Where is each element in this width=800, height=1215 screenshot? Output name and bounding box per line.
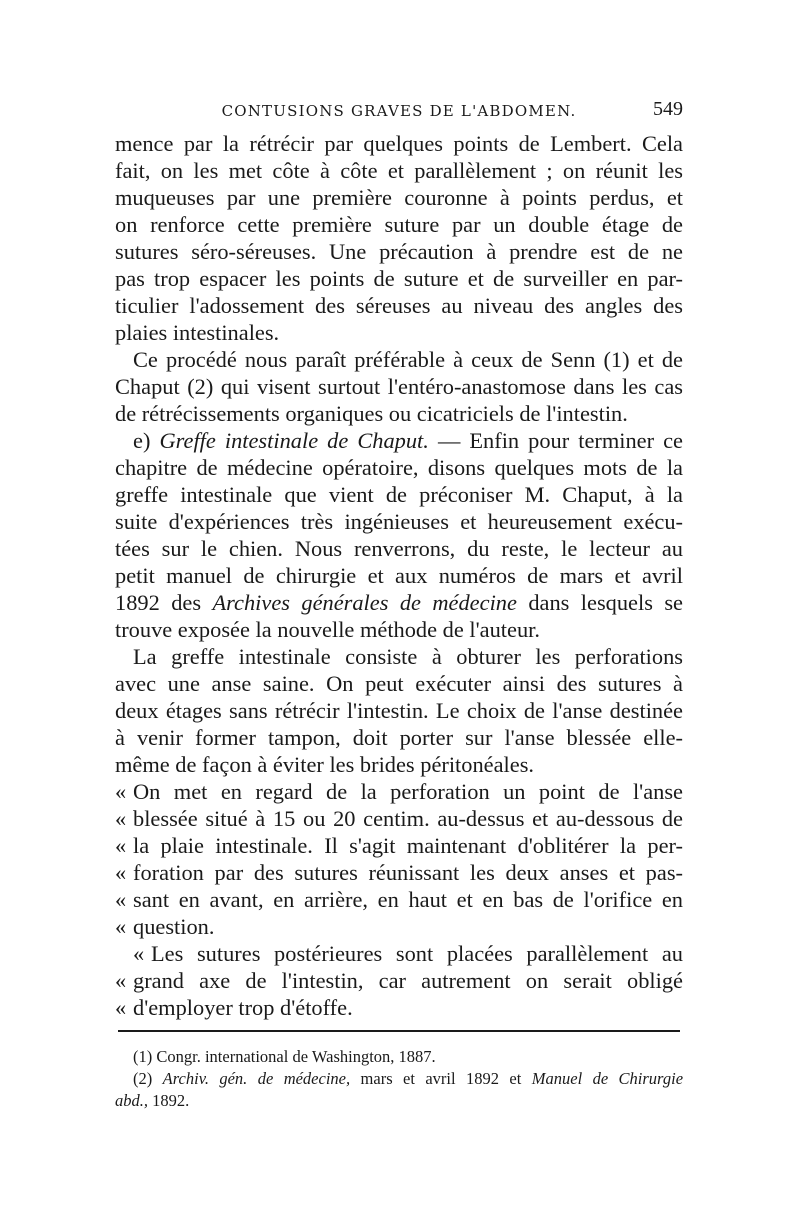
text-line: Chaput (2) qui visent surtout l'entéro-anastomose dans les cas <box>115 374 683 399</box>
text-line: ticulier l'adossement des séreuses au niveau des angles des <box>115 293 683 318</box>
quote-mark: « <box>115 833 127 858</box>
citation-line <box>115 589 683 616</box>
quote-text: grand axe de l'intestin, car autrement on serait obligé <box>133 968 683 993</box>
footnote-2-number: (2) <box>133 1069 153 1088</box>
text-line: mence par la rétrécir par quelques points de Lembert. Cela <box>115 131 683 156</box>
page-number: 549 <box>653 98 683 120</box>
section-label: e) <box>133 428 151 453</box>
page-header <box>115 98 683 126</box>
section-continuation: — Enfin pour terminer ce <box>437 428 683 453</box>
quote-text: foration par des sutures réunissant les deux anses et pas- <box>133 860 683 885</box>
footnote-2-year: 1892. <box>152 1091 190 1110</box>
text-line: fait, on les met côte à côte et parallèlement ; on réunit les <box>115 158 683 183</box>
citation-year: 1892 des <box>115 590 202 615</box>
quote-mark: « <box>115 806 127 831</box>
text-line: plaies intestinales. <box>115 320 280 345</box>
quote-mark: « <box>115 860 127 885</box>
quote-line <box>115 832 683 859</box>
footnotes <box>115 1046 683 1112</box>
quote-mark: « <box>115 779 127 804</box>
text-line: La greffe intestinale consiste à obturer les perforations <box>133 644 683 669</box>
text-line: muqueuses par une première couronne à points perdus, et <box>115 185 683 210</box>
quote-line <box>115 778 683 805</box>
text-line: tées sur le chien. Nous renverrons, du reste, le lecteur au <box>115 536 683 561</box>
quote-mark: « <box>133 941 145 966</box>
text-line: suite d'expériences très ingénieuses et heureusement exécu- <box>115 509 683 534</box>
quote-mark: « <box>115 995 127 1020</box>
quote-line <box>115 859 683 886</box>
quote-line <box>115 886 683 913</box>
text-line: avec une anse saine. On peut exécuter ainsi des sutures à <box>115 671 683 696</box>
section-heading-line <box>115 427 683 454</box>
quote-text: la plaie intestinale. Il s'agit maintenant d'oblitérer la per- <box>133 833 683 858</box>
running-title: CONTUSIONS GRAVES DE L'ABDOMEN. <box>221 102 577 120</box>
footnote-2-abbrev: abd., <box>115 1091 148 1110</box>
text-line: sutures séro-séreuses. Une précaution à prendre est de ne <box>115 239 683 264</box>
text-line: greffe intestinale que vient de préconiser M. Chaput, à la <box>115 482 683 507</box>
quote-text: blessée situé à 15 ou 20 centim. au-dessus et au-dessous de <box>133 806 683 831</box>
section-title: Greffe intestinale de Chaput. <box>159 428 429 453</box>
quote-mark: « <box>115 914 127 939</box>
quote-mark: « <box>115 968 127 993</box>
quote-line <box>115 940 683 967</box>
text-line: pas trop espacer les points de suture et de surveiller en par- <box>115 266 683 291</box>
text-line: même de façon à éviter les brides péritonéales. <box>115 752 535 777</box>
text-line: trouve exposée la nouvelle méthode de l'auteur. <box>115 617 540 642</box>
quote-text: On met en regard de la perforation un point de l'anse <box>133 779 683 804</box>
quote-mark: « <box>115 887 127 912</box>
quote-line <box>115 994 683 1021</box>
quote-line <box>115 967 683 994</box>
quote-text: Les sutures postérieures sont placées parallèlement au <box>151 941 683 966</box>
text-line: de rétrécissements organiques ou cicatriciels de l'intestin. <box>115 401 628 426</box>
citation-continuation: dans lesquels se <box>528 590 683 615</box>
journal-title: Archives générales de médecine <box>212 590 517 615</box>
footnote-1: (1) Congr. international de Washington, 1887. <box>133 1047 436 1066</box>
quote-line <box>115 913 683 940</box>
text-line: Ce procédé nous paraît préférable à ceux de Senn (1) et de <box>133 347 683 372</box>
footnote-2 <box>115 1068 683 1090</box>
footnote-rule <box>118 1030 680 1032</box>
main-text <box>115 130 683 1021</box>
quote-text: question. <box>133 914 215 939</box>
text-line: à venir former tampon, doit porter sur l'anse blessée elle- <box>115 725 683 750</box>
footnote-2-date: mars et avril 1892 et <box>360 1069 522 1088</box>
text-line: chapitre de médecine opératoire, disons quelques mots de la <box>115 455 683 480</box>
text-line: on renforce cette première suture par un double étage de <box>115 212 683 237</box>
footnote-2-continued <box>115 1090 683 1112</box>
text-line: deux étages sans rétrécir l'intestin. Le choix de l'anse destinée <box>115 698 683 723</box>
quote-text: d'employer trop d'étoffe. <box>133 995 353 1020</box>
footnote-2-manual: Manuel de Chirurgie <box>531 1069 684 1088</box>
quote-line <box>115 805 683 832</box>
footnote-2-journal: Archiv. gén. de médecine, <box>162 1069 351 1088</box>
text-line: petit manuel de chirurgie et aux numéros de mars et avril <box>115 563 683 588</box>
quote-text: sant en avant, en arrière, en haut et en bas de l'orifice en <box>133 887 683 912</box>
